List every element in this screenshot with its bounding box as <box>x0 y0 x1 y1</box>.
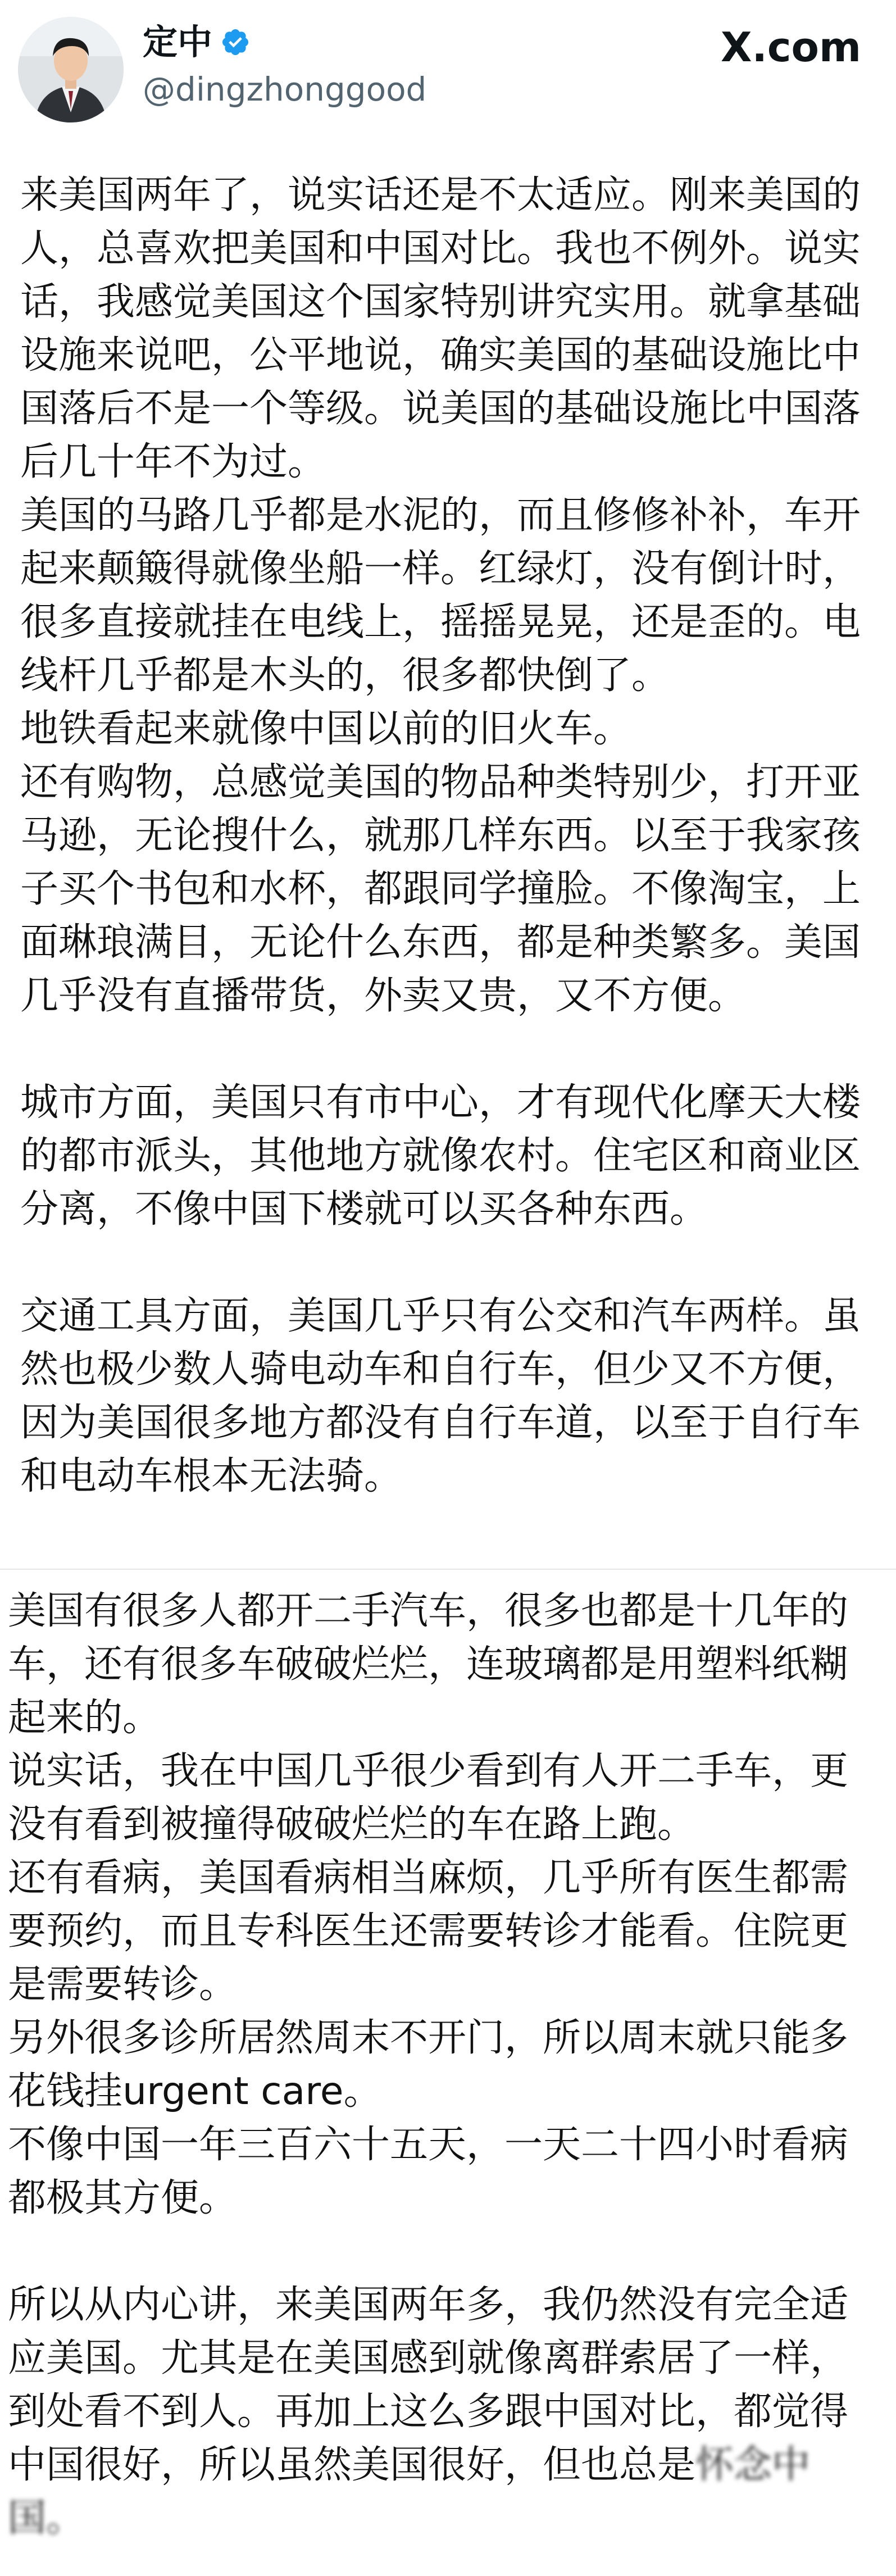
paragraph-gap <box>8 2225 884 2278</box>
post-paragraph-3: 地铁看起来就像中国以前的旧火车。 <box>20 707 632 751</box>
post2-paragraph-6 <box>8 2278 884 2545</box>
post2-paragraph-6-text: 所以从内心讲，来美国两年多，我仍然没有完全适应美国。尤其是在美国感到就像离群索居了一样，到处看不到人。再加上这么多跟中国对比，都觉得中国很好，所以虽然美国很好，但也总是 <box>8 2283 849 2487</box>
post2-blurred-tail: 怀念中国。 <box>8 2443 811 2541</box>
site-name: X.com <box>720 24 861 71</box>
post2-paragraph-1: 美国有很多人都开二手汽车，很多也都是十几年的车，还有很多车破破烂烂，连玻璃都是用塑料纸糊起来的。 <box>8 1589 849 1740</box>
post-header <box>0 0 896 140</box>
post-paragraph-6: 交通工具方面，美国几乎只有公交和汽车两样。虽然也极少数人骑电动车和自行车，但少又不方便，因为美国很多地方都没有自行车道，以至于自行车和电动车根本无法骑。 <box>20 1294 861 1498</box>
post2-paragraph-3: 还有看病，美国看病相当麻烦，几乎所有医生都需要预约，而且专科医生还需要转诊才能看。住院更是需要转诊。 <box>8 1856 849 2007</box>
post-paragraph-2: 美国的马路几乎都是水泥的，而且修修补补，车开起来颠簸得就像坐船一样。红绿灯，没有倒计时，很多直接就挂在电线上，摇摇晃晃，还是歪的。电线杆几乎都是木头的，很多都快倒了。 <box>20 493 861 698</box>
paragraph-gap <box>20 1236 880 1289</box>
verified-badge-icon <box>220 27 251 57</box>
section-divider <box>0 1569 896 1570</box>
post-body-continued <box>8 1584 884 2545</box>
post-paragraph-4: 还有购物，总感觉美国的物品种类特别少，打开亚马逊，无论搜什么，就那几样东西。以至于我家孩子买个书包和水杯，都跟同学撞脸。不像淘宝，上面琳琅满目，无论什么东西，都是种类繁多。美国几乎没有直播带货，外卖又贵，又不方便。 <box>20 760 861 1018</box>
user-handle[interactable]: @dingzhonggood <box>143 70 427 108</box>
post-paragraph-1: 来美国两年了，说实话还是不太适应。刚来美国的人，总喜欢把美国和中国对比。我也不例外。说实话，我感觉美国这个国家特别讲究实用。就拿基础设施来说吧，公平地说，确实美国的基础设施比中国落后不是一个等级。说美国的基础设施比中国落后几十年不为过。 <box>20 173 861 484</box>
avatar-icon <box>18 17 124 122</box>
post2-paragraph-5: 不像中国一年三百六十五天，一天二十四小时看病都极其方便。 <box>8 2123 849 2220</box>
site-logo <box>720 24 861 71</box>
post-paragraph-5: 城市方面，美国只有市中心，才有现代化摩天大楼的都市派头，其他地方就像农村。住宅区和商业区分离，不像中国下楼就可以买各种东西。 <box>20 1080 861 1232</box>
post-body <box>20 169 880 1503</box>
display-name[interactable]: 定中 <box>143 21 213 62</box>
post2-paragraph-4: 另外很多诊所居然周末不开门，所以周末就只能多花钱挂urgent care。 <box>8 2016 849 2114</box>
post2-paragraph-2: 说实话，我在中国几乎很少看到有人开二手车，更没有看到被撞得破破烂烂的车在路上跑。 <box>8 1749 849 1847</box>
paragraph-gap <box>20 1023 880 1076</box>
avatar[interactable] <box>18 17 124 122</box>
name-row <box>143 21 251 62</box>
